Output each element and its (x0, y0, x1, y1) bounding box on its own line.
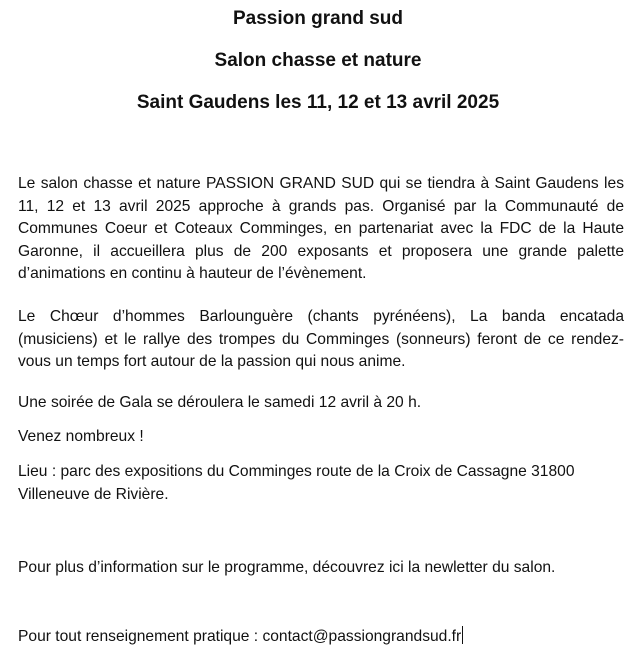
location-line-2: Villeneuve de Rivière. (18, 485, 169, 503)
gala-paragraph: Une soirée de Gala se déroulera le samedi 12 avril à 20 h. (18, 394, 422, 411)
animations-paragraph: Le Chœur d’hommes Barlounguère (chants pyrénéens), La banda encatada (musiciens) et le rallye des trompes du Comminges (sonneurs) feront de ce rendez-vous un temps fort autour de la passion qui nous anime. (18, 308, 624, 370)
event-date-title: Saint Gaudens les 11, 12 et 13 avril 2025 (136, 92, 500, 113)
location-paragraph (18, 461, 624, 506)
location-line-1: Lieu : parc des expositions du Comminges route de la Croix de Cassagne 31800 (18, 463, 575, 480)
contact-text: Pour tout renseignement pratique : contact@passiongrandsud.fr (18, 628, 462, 645)
invite-paragraph: Venez nombreux ! (18, 428, 144, 445)
intro-paragraph: Le salon chasse et nature PASSION GRAND SUD qui se tiendra à Saint Gaudens les 11, 12 et 13 avril 2025 approche à grands pas. Organisé par la Communauté de Communes Coeur et Coteaux Comminges, en partenariat avec la FDC de la Haute Garonne, il accueillera plus de 200 exposants et proposera une grande palette d’animations en continu à hauteur de l’évènement. (18, 175, 624, 282)
event-organizer-title: Passion grand sud (233, 8, 403, 29)
event-name-title: Salon chasse et nature (214, 50, 422, 71)
text-cursor (462, 626, 463, 644)
contact-paragraph[interactable] (18, 626, 624, 649)
program-paragraph: Pour plus d’information sur le programme, découvrez ici la newletter du salon. (18, 559, 556, 576)
